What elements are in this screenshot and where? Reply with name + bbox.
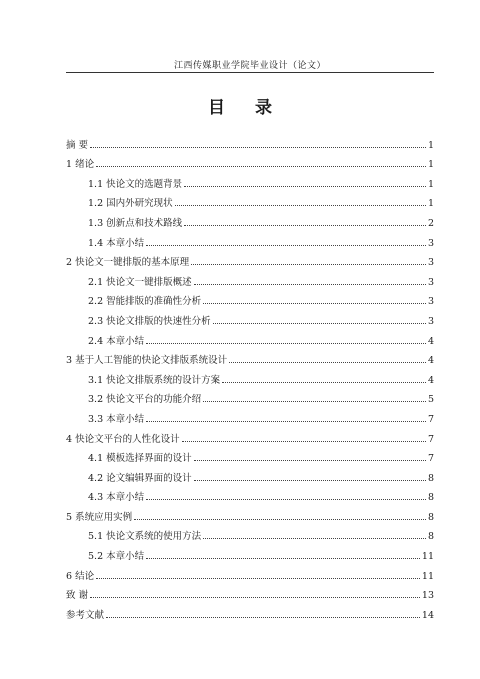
toc-entry[interactable] <box>66 503 434 523</box>
toc-entry[interactable] <box>66 190 434 210</box>
toc-entry-label: 5.1 快论文系统的使用方法 <box>88 531 202 543</box>
toc-dot-leader <box>146 343 426 344</box>
toc-entry[interactable] <box>66 288 434 308</box>
toc-entry-label: 4.1 模板选择界面的设计 <box>88 453 192 465</box>
header-divider <box>66 72 434 73</box>
toc-entry-page-number: 1 <box>427 198 434 210</box>
toc-dot-leader <box>229 362 426 363</box>
toc-entry-label: 5 系统应用实例 <box>66 511 133 523</box>
toc-dot-leader <box>203 401 426 402</box>
toc-entry[interactable] <box>66 307 434 327</box>
toc-entry-label: 致 谢 <box>66 590 89 602</box>
toc-entry-label: 1 绪论 <box>66 159 95 171</box>
toc-entry[interactable] <box>66 209 434 229</box>
page-header: 江西传媒职业学院毕业设计（论文） <box>173 61 326 71</box>
toc-entry-label: 2.3 快论文排版的快速性分析 <box>88 315 211 327</box>
toc-dot-leader <box>184 225 426 226</box>
toc-entry-page-number: 1 <box>427 159 434 171</box>
table-of-contents <box>66 131 434 621</box>
toc-entry[interactable] <box>66 562 434 582</box>
toc-entry-label: 3.1 快论文排版系统的设计方案 <box>88 374 221 386</box>
toc-entry-label: 1.3 创新点和技术路线 <box>88 217 183 229</box>
toc-entry-page-number: 4 <box>427 355 434 367</box>
toc-entry[interactable] <box>66 229 434 249</box>
toc-entry-label: 1.1 快论文的选题背景 <box>88 178 183 190</box>
toc-entry[interactable] <box>66 151 434 171</box>
toc-entry-label: 3.2 快论文平台的功能介绍 <box>88 394 202 406</box>
toc-dot-leader <box>194 480 426 481</box>
toc-entry[interactable] <box>66 582 434 602</box>
toc-entry-label: 参考文献 <box>66 609 105 621</box>
toc-entry-label: 1.2 国内外研究现状 <box>88 198 173 210</box>
toc-entry[interactable] <box>66 405 434 425</box>
toc-entry-page-number: 13 <box>421 590 434 602</box>
toc-entry-page-number: 3 <box>427 237 434 249</box>
toc-entry-page-number: 8 <box>427 531 434 543</box>
toc-entry[interactable] <box>66 347 434 367</box>
toc-dot-leader <box>90 147 426 148</box>
toc-dot-leader <box>203 538 426 539</box>
toc-dot-leader <box>213 323 426 324</box>
toc-entry[interactable] <box>66 445 434 465</box>
toc-dot-leader <box>90 597 420 598</box>
toc-dot-leader <box>146 245 426 246</box>
toc-dot-leader <box>146 421 426 422</box>
toc-dot-leader <box>194 460 426 461</box>
toc-entry-page-number: 7 <box>427 433 434 445</box>
toc-entry-page-number: 8 <box>427 472 434 484</box>
toc-entry[interactable] <box>66 131 434 151</box>
toc-entry-page-number: 3 <box>427 276 434 288</box>
toc-entry[interactable] <box>66 249 434 269</box>
page-title: 目 录 <box>208 98 284 118</box>
toc-entry-label: 6 结论 <box>66 570 95 582</box>
toc-dot-leader <box>146 499 426 500</box>
toc-entry[interactable] <box>66 484 434 504</box>
toc-entry-label: 2.2 智能排版的准确性分析 <box>88 296 202 308</box>
toc-dot-leader <box>134 519 426 520</box>
toc-entry-page-number: 3 <box>427 315 434 327</box>
toc-entry-label: 3 基于人工智能的快论文排版系统设计 <box>66 355 228 367</box>
toc-entry-page-number: 2 <box>427 217 434 229</box>
toc-entry[interactable] <box>66 601 434 621</box>
toc-entry-page-number: 3 <box>427 296 434 308</box>
toc-dot-leader <box>106 617 420 618</box>
toc-entry-page-number: 8 <box>427 511 434 523</box>
toc-entry-page-number: 11 <box>421 551 434 563</box>
toc-entry-page-number: 3 <box>427 257 434 269</box>
toc-entry[interactable] <box>66 170 434 190</box>
toc-entry-page-number: 4 <box>427 374 434 386</box>
toc-dot-leader <box>175 205 426 206</box>
toc-entry[interactable] <box>66 386 434 406</box>
toc-dot-leader <box>191 264 426 265</box>
toc-entry-label: 摘 要 <box>66 139 89 151</box>
toc-entry-page-number: 7 <box>427 453 434 465</box>
toc-dot-leader <box>146 558 420 559</box>
toc-entry[interactable] <box>66 464 434 484</box>
toc-entry-page-number: 11 <box>421 570 434 582</box>
toc-entry[interactable] <box>66 542 434 562</box>
toc-dot-leader <box>203 303 426 304</box>
toc-entry[interactable] <box>66 366 434 386</box>
toc-dot-leader <box>184 186 426 187</box>
toc-entry[interactable] <box>66 523 434 543</box>
toc-entry-label: 5.2 本章小结 <box>88 551 145 563</box>
toc-dot-leader <box>222 382 426 383</box>
toc-dot-leader <box>96 578 420 579</box>
toc-entry-page-number: 1 <box>427 178 434 190</box>
toc-entry-page-number: 5 <box>427 394 434 406</box>
toc-entry-label: 2.4 本章小结 <box>88 335 145 347</box>
toc-entry-page-number: 14 <box>421 609 434 621</box>
toc-dot-leader <box>96 166 426 167</box>
toc-entry[interactable] <box>66 425 434 445</box>
toc-entry-label: 2 快论文一键排版的基本原理 <box>66 257 190 269</box>
toc-entry-page-number: 7 <box>427 413 434 425</box>
toc-entry-page-number: 4 <box>427 335 434 347</box>
toc-entry-label: 4.2 论文编辑界面的设计 <box>88 472 192 484</box>
toc-entry-label: 2.1 快论文一键排版概述 <box>88 276 192 288</box>
toc-entry-label: 4 快论文平台的人性化设计 <box>66 433 180 445</box>
toc-entry-page-number: 1 <box>427 139 434 151</box>
toc-entry-label: 1.4 本章小结 <box>88 237 145 249</box>
toc-entry-label: 3.3 本章小结 <box>88 413 145 425</box>
toc-entry[interactable] <box>66 327 434 347</box>
toc-entry[interactable] <box>66 268 434 288</box>
toc-entry-page-number: 8 <box>427 492 434 504</box>
toc-entry-label: 4.3 本章小结 <box>88 492 145 504</box>
toc-dot-leader <box>182 441 426 442</box>
toc-dot-leader <box>194 284 426 285</box>
